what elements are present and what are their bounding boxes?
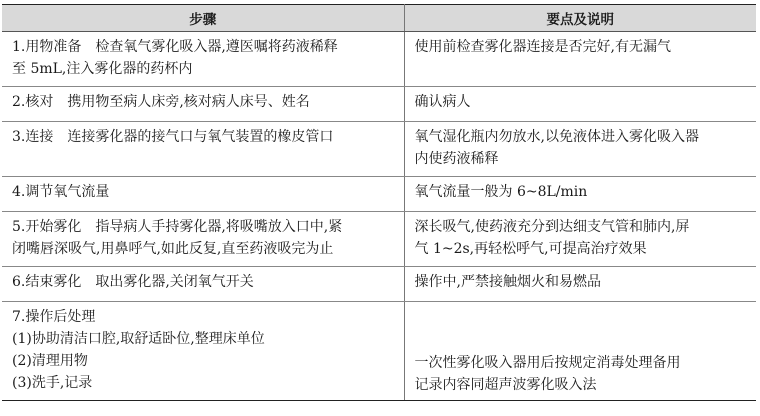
step-cell <box>2 87 404 122</box>
note-cell <box>404 212 756 267</box>
step-cell <box>2 32 404 87</box>
step-line <box>12 216 394 238</box>
table-row <box>2 122 756 177</box>
header-notes: 要点及说明 <box>404 5 756 32</box>
step-line <box>12 271 394 293</box>
step-cell <box>2 177 404 212</box>
note-text: 气 1~2s,再轻松呼气,可提高治疗效果 <box>414 241 647 257</box>
table-row <box>2 177 756 212</box>
step-line <box>12 36 394 58</box>
step-text: 取出雾化器,关闭氧气开关 <box>95 274 254 290</box>
table-row <box>2 302 756 401</box>
step-line <box>12 91 394 113</box>
note-text: 一次性雾化吸入器用后按规定消毒处理备用 <box>414 355 681 371</box>
note-text: 氧气流量一般为 6~8L/min <box>414 184 588 200</box>
step-text: (3)洗手,记录 <box>12 375 93 391</box>
table-row <box>2 267 756 302</box>
step-title: 5.开始雾化 <box>12 219 82 235</box>
note-text: 记录内容同超声波雾化吸入法 <box>414 377 597 393</box>
step-text: 至 5mL,注入雾化器的药杯内 <box>12 61 193 77</box>
step-text: 检查氧气雾化吸入器,遵医嘱将药液稀释 <box>95 39 338 55</box>
step-cell <box>2 212 404 267</box>
step-title: 3.连接 <box>12 129 54 145</box>
note-cell <box>404 177 756 212</box>
step-title: 1.用物准备 <box>12 39 82 55</box>
step-text: (2)清理用物 <box>12 353 88 369</box>
header-row <box>2 5 756 32</box>
step-line <box>12 126 394 148</box>
step-text: 携用物至病人床旁,核对病人床号、姓名 <box>67 94 310 110</box>
note-text: 使用前检查雾化器连接是否完好,有无漏气 <box>414 39 671 55</box>
step-title: 2.核对 <box>12 94 54 110</box>
step-title: 6.结束雾化 <box>12 274 82 290</box>
procedure-table <box>2 4 756 401</box>
header-steps: 步骤 <box>2 5 404 32</box>
note-cell <box>404 302 756 401</box>
note-cell <box>404 32 756 87</box>
step-cell <box>2 267 404 302</box>
table-row <box>2 212 756 267</box>
note-cell <box>404 87 756 122</box>
table-row <box>2 32 756 87</box>
step-title: 4.调节氧气流量 <box>12 184 110 200</box>
step-text: 闭嘴唇深吸气,用鼻呼气,如此反复,直至药液吸完为止 <box>12 241 334 257</box>
step-cell <box>2 302 404 401</box>
note-text: 深长吸气,使药液充分到达细支气管和肺内,屏 <box>414 219 690 235</box>
table-row <box>2 87 756 122</box>
step-title: 7.操作后处理 <box>12 309 96 325</box>
note-text: 操作中,严禁接触烟火和易燃品 <box>414 274 601 290</box>
note-cell <box>404 267 756 302</box>
note-text: 氧气湿化瓶内勿放水,以免液体进入雾化吸入器 <box>414 129 699 145</box>
step-text: (1)协助清洁口腔,取舒适卧位,整理床单位 <box>12 331 265 347</box>
step-cell <box>2 122 404 177</box>
step-text: 连接雾化器的接气口与氧气装置的橡皮管口 <box>67 129 334 145</box>
note-text: 内使药液稀释 <box>414 151 499 167</box>
note-text: 确认病人 <box>414 94 471 110</box>
note-cell <box>404 122 756 177</box>
step-text: 指导病人手持雾化器,将吸嘴放入口中,紧 <box>95 219 343 235</box>
